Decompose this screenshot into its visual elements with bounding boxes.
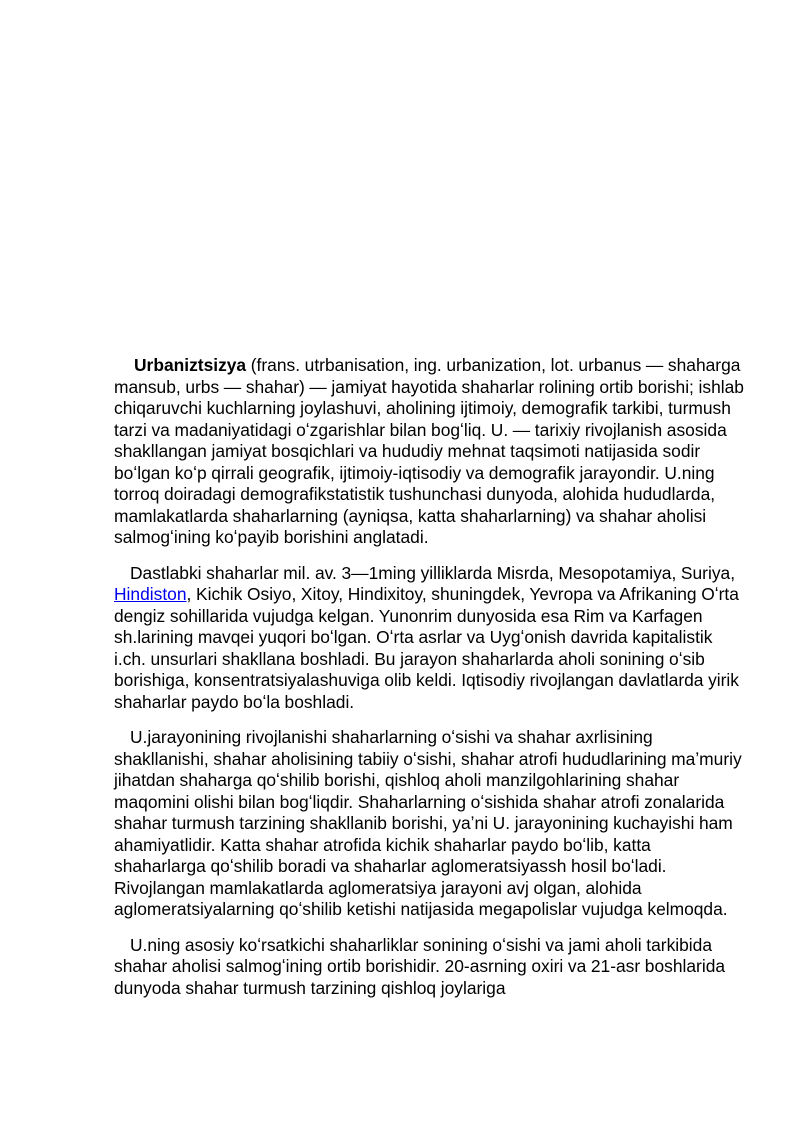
hindiston-link[interactable]: Hindiston bbox=[114, 584, 187, 604]
paragraph-indicators bbox=[114, 935, 744, 1000]
definition-text: (frans. utrbanisation, ing. urbanization, lot. urbanus — shaharga mansub, urbs — shahar) — jamiyat hayotida shaharlar rolining ortib borishi; ishlab chiqaruvchi kuchlarning joylashuvi, aholining ijtimoiy, demografik tarkibi, turmush tarzi va madaniyatidagi oʻzgarishlar bilan bogʻliq. U. — tarixiy rivojlanish asosida shakllangan jamiyat bosqichlari va hududiy mehnat taqsimoti natijasida sodir boʻlgan koʻp qirrali geografik, ijtimoiy-iqtisodiy va demografik jarayondir. U.ning torroq doiradagi demografikstatistik tushunchasi dunyoda, alohida hududlarda, mamlakatlarda shaharlarning (ayniqsa, katta shaharlarning) va shahar aholisi salmogʻining koʻpayib borishini anglatadi. bbox=[114, 355, 744, 547]
development-text: U.jarayonining rivojlanishi shaharlarning oʻsishi va shahar axrlisining shakllanishi, shahar aholisining tabiiy oʻsishi, shahar atrofi hududlarining maʼmuriy jihatdan shaharga qoʻshilib borishi, qishloq aholi manzilgohlarining shahar maqomini olishi bilan bogʻliqdir. Shaharlarning oʻsishida shahar atrofi zonalarida shahar turmush tarzining shakllanib borishi, yaʼni U. jarayonining kuchayishi ham ahamiyatlidir. Katta shahar atrofida kichik shaharlar paydo boʻlib, katta shaharlarga qoʻshilib boradi va shaharlar aglomeratsiyassh hosil boʻladi. Rivojlangan mamlakatlarda aglomeratsiya jarayoni avj olgan, alohida aglomeratsiyalarning qoʻshilib ketishi natijasida megapolislar vujudga kelmoqda. bbox=[114, 727, 742, 919]
history-text-before: Dastlabki shaharlar mil. av. 3—1ming yilliklarda Misrda, Mesopotamiya, Suriya, bbox=[130, 562, 736, 583]
indicators-text: U.ning asosiy koʻrsatkichi shaharliklar sonining oʻsishi va jami aholi tarkibida shahar aholisi salmogʻining ortib borishidir. 20-asrning oxiri va 21-asr boshlarida dunyoda shahar turmush tarzining qishloq joylariga bbox=[114, 934, 726, 998]
term-heading: Urbaniztsizya bbox=[134, 355, 247, 375]
paragraph-development bbox=[114, 727, 744, 921]
history-text-after: , Kichik Osiyo, Xitoy, Hindixitoy, shuningdek, Yevropa va Afrikaning Oʻrta dengiz sohillarida vujudga kelgan. Yunonrim dunyosida esa Rim va Karfagen sh.larining mavqei yuqori boʻlgan. Oʻrta asrlar va Uygʻonish davrida kapitalistik i.ch. unsurlari shakllana boshladi. Bu jarayon shaharlarda aholi sonining oʻsib borishiga, konsentratsiyalashuviga olib keldi. Iqtisodiy rivojlangan davlatlarda yirik shaharlar paydo boʻla boshladi. bbox=[114, 584, 739, 712]
document-body bbox=[114, 355, 744, 1013]
paragraph-history bbox=[114, 563, 744, 714]
paragraph-definition bbox=[114, 355, 744, 549]
